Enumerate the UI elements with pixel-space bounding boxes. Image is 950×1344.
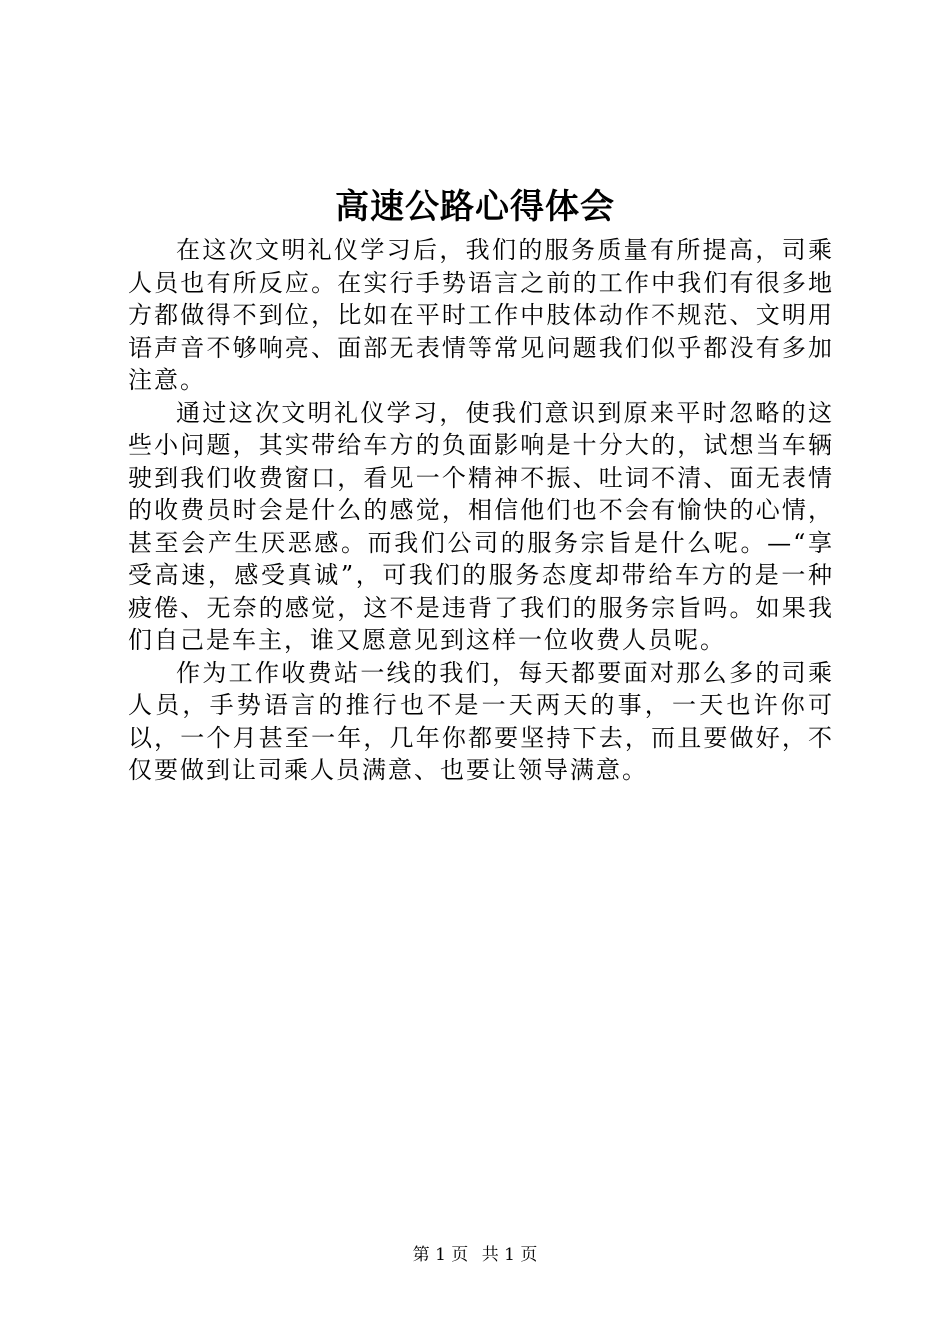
page-footer <box>0 1244 950 1266</box>
document-title: 高速公路心得体会 <box>335 187 615 227</box>
paragraph-1: 在这次文明礼仪学习后，我们的服务质量有所提高，司乘人员也有所反应。在实行手势语言之前的工作中我们有很多地方都做得不到位，比如在平时工作中肢体动作不规范、文明用语声音不够响亮、面部无表情等常见问题我们似乎都没有多加注意。 <box>128 236 834 394</box>
page-total: 共 1 页 <box>481 1245 538 1265</box>
paragraph-3: 作为工作收费站一线的我们，每天都要面对那么多的司乘人员，手势语言的推行也不是一天两天的事，一天也许你可以，一个月甚至一年，几年你都要坚持下去，而且要做好，不仅要做到让司乘人员满意、也要让领导满意。 <box>128 658 834 784</box>
document-body <box>128 234 834 787</box>
page-number: 第 1 页 <box>412 1245 469 1265</box>
paragraph-2: 通过这次文明礼仪学习，使我们意识到原来平时忽略的这些小问题，其实带给车方的负面影响是十分大的，试想当车辆驶到我们收费窗口，看见一个精神不振、吐词不清、面无表情的收费员时会是什么的感觉，相信他们也不会有愉快的心情，甚至会产生厌恶感。而我们公司的服务宗旨是什么呢。—“享受高速，感受真诚”，可我们的服务态度却带给车方的是一种疲倦、无奈的感觉，这不是违背了我们的服务宗旨吗。如果我们自己是车主，谁又愿意见到这样一位收费人员呢。 <box>128 398 834 654</box>
